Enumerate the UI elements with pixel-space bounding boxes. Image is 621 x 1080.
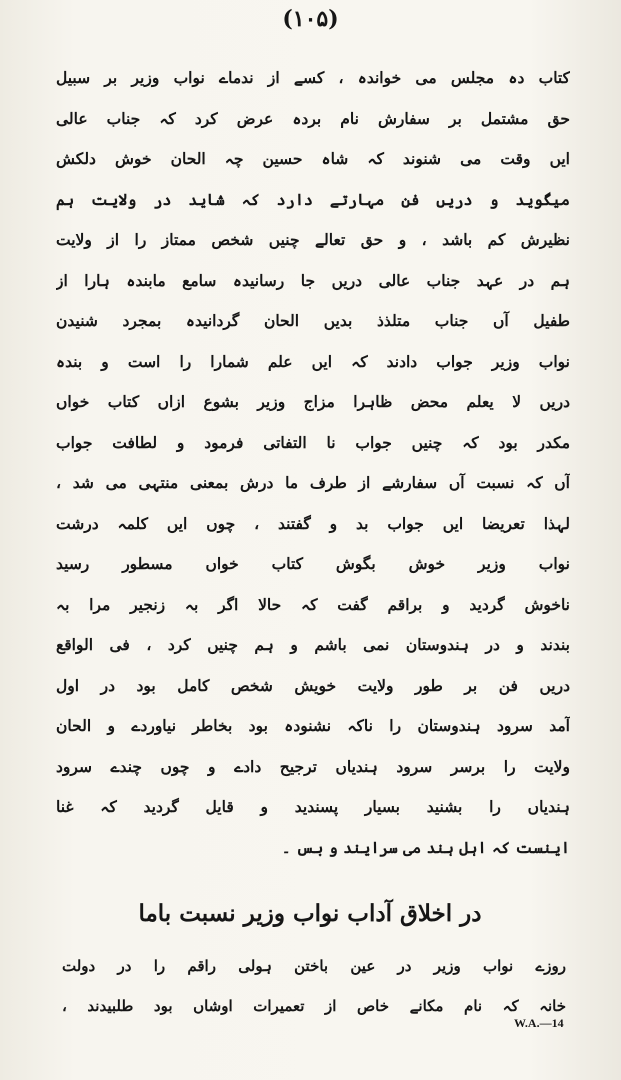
- text-line: روزے نواب وزیر در عین باختن ہولی راقم را در دولت: [62, 957, 566, 975]
- paragraph: [56, 58, 570, 868]
- text-line: لہذا تعریضا ایں جواب بد و گفتند ، چوں ایں کلمہ درشت: [56, 513, 570, 533]
- page-number: (۱۰۵): [282, 6, 339, 32]
- text-line: نواب وزیر خوش بگوش کتاب خواں مسطور رسید: [56, 554, 570, 573]
- text-line: کتاب دہ مجلس می خواندہ ، کسے از ندماے نواب وزیر بر سبیل: [56, 68, 570, 87]
- text-line: دریں لا یعلم محض ظاہرا مزاج وزیر بشوع ازاں کتاب خواں: [56, 392, 570, 411]
- text-line: میگوید و دریں فن مہارتے دارد کہ شاید در ولایت ہم: [56, 189, 570, 209]
- text-line: طفیل آں جناب متلذذ بدیں الحان گردانیدہ بمجرد شنیدن: [56, 311, 570, 330]
- text-line: آمد سرود ہندوستان را ناکہ نشنودہ بود بخاطر نیاوردے و الحان: [56, 716, 570, 735]
- text-line: نواب وزیر جواب دادند کہ ایں علم شمارا را است و بندہ: [56, 351, 570, 371]
- text-line: خانہ کہ نام مکانے خاص از تعمیرات اوشاں بود طلبیدند ،: [62, 997, 566, 1015]
- text-line: ناخوش گردید و براقم گفت کہ حالا اگر بہ زنجیر مرا بہ: [56, 594, 570, 614]
- text-line: مکدر بود کہ چنیں جواب نا التفاتی فرمود و لطافت جواب: [56, 432, 570, 452]
- text-line: بندند و در ہندوستان نمی باشم و ہم چنیں کرد ، فی الواقع: [56, 635, 570, 654]
- text-line: آں کہ نسبت آں سفارشے از طرف ما درش بمعنی منتہی می شد ،: [56, 473, 570, 492]
- text-line: دریں فن بر طور ولایت خویش شخص کامل بود در اول: [56, 675, 570, 695]
- text-line: حق مشتمل بر سفارش نام بردہ عرض کرد کہ جناب عالی: [56, 108, 570, 128]
- text-line: ایں وقت می شنوند کہ شاہ حسین چہ الحان خوش دلکش: [56, 149, 570, 168]
- text-line: نظیرش کم باشد ، و حق تعالے چنیں شخص ممتاز را از ولایت: [56, 230, 570, 249]
- section-heading: در اخلاق آداب نواب وزیر نسبت باما: [138, 900, 482, 927]
- text-line: ہم در عہد جناب عالی دریں جا رسانیدہ سامع مابندہ ہارا از: [56, 270, 570, 290]
- text-line: ہندیاں را بشنید بسیار پسندید و قایل گردید کہ غنا: [56, 797, 570, 816]
- text-line: ولایت را برسر سرود ہندیاں ترجیح دادے و چوں چندے سرود: [56, 756, 570, 776]
- printer-signature-mark: W.A.—14: [514, 1016, 564, 1030]
- text-line: اینست کہ اہل ہند می سرایند و بس ۔: [281, 837, 570, 857]
- section-paragraph: [62, 946, 566, 1026]
